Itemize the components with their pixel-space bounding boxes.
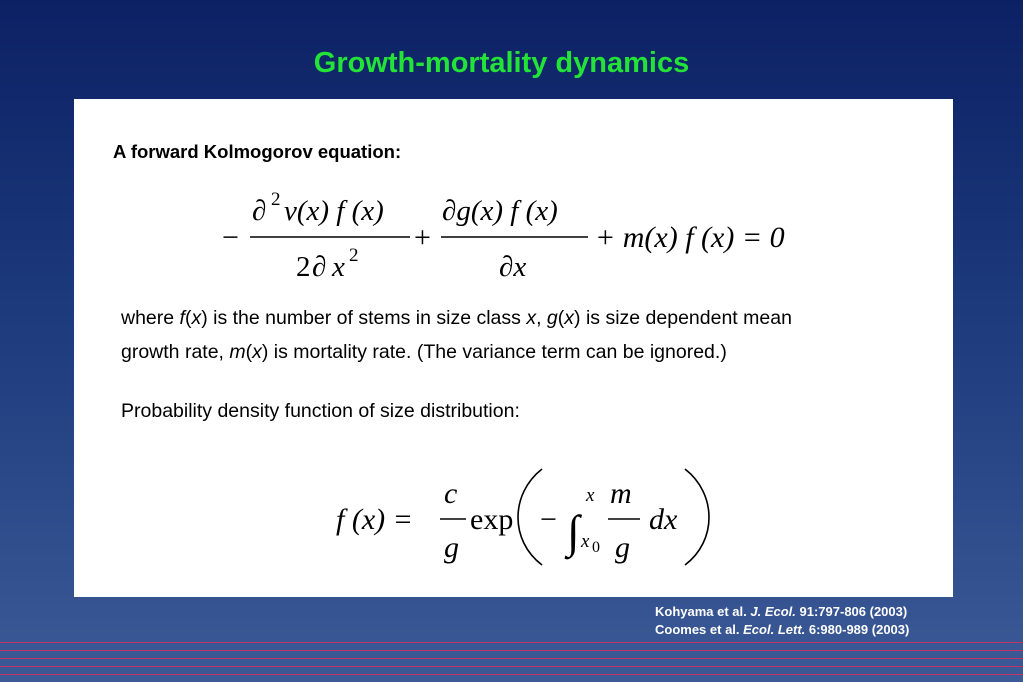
eq1-plus: + (414, 221, 431, 254)
ref-authors: Kohyama et al. (655, 604, 751, 619)
ref-authors: Coomes et al. (655, 622, 744, 637)
eq2-minus: − (540, 503, 557, 536)
eq2-lhs: f (x) = (336, 503, 413, 536)
desc-text: where (121, 307, 180, 329)
desc-text: growth rate, (121, 341, 230, 363)
eq2-dx: dx (649, 503, 678, 536)
desc-text: ) is mortality rate. (The variance term can be ignored.) (261, 341, 727, 363)
eq1-num1-rest: v(x) f (x) (284, 195, 384, 227)
eq1-den1-two: 2 (296, 251, 311, 283)
desc-var-f: f (179, 307, 185, 329)
ref-journal: Ecol. Lett. (743, 622, 806, 637)
content-panel (74, 99, 953, 597)
desc-var-m: m (229, 341, 246, 363)
desc-text: ) is the number of stems in size class (201, 307, 527, 329)
eq2-lower-limit-x: x (581, 531, 590, 552)
ref-details: 6:980-989 (2003) (805, 622, 910, 637)
eq1-num1-del: ∂ (252, 195, 267, 227)
desc-var-x: x (191, 307, 202, 329)
eq2-g1: g (444, 531, 459, 564)
eq2-integral: ∫ (567, 506, 580, 557)
eq1-num2: ∂g(x) f (x) (442, 195, 558, 227)
eq1-den1-exp: 2 (349, 245, 359, 266)
equation-heading: A forward Kolmogorov equation: (113, 141, 402, 162)
desc-text: ( (184, 307, 192, 329)
decorative-stripe (0, 666, 1023, 667)
desc-var-x: x (252, 341, 262, 363)
eq2-right-paren (685, 469, 709, 565)
eq2-g2: g (615, 531, 630, 564)
references (655, 603, 909, 639)
desc-var-x: x (526, 307, 537, 329)
eq1-den2: ∂x (499, 251, 527, 283)
decorative-stripe (0, 642, 1023, 643)
eq2-m: m (610, 477, 632, 510)
desc-text: ) is size dependent mean (574, 307, 792, 329)
eq1-den1-del: ∂ (312, 251, 327, 283)
desc-var-g: g (546, 307, 558, 329)
eq1-den1-x: x (332, 251, 345, 283)
decorative-stripe (0, 658, 1023, 659)
eq2-left-paren (518, 469, 542, 565)
ref-details: 91:797-806 (2003) (795, 604, 908, 619)
desc-text: , (536, 307, 547, 329)
decorative-stripe (0, 674, 1023, 675)
eq1-rest: + m(x) f (x) = 0 (595, 221, 785, 254)
eq2-lower-limit-sub: 0 (592, 539, 600, 556)
eq1-minus: − (222, 221, 239, 254)
desc-text: ( (245, 341, 253, 363)
eq2-c: c (444, 477, 458, 510)
pdf-equation (74, 99, 953, 597)
eq2-upper-limit: x (586, 485, 595, 506)
ref-journal: J. Ecol. (750, 604, 796, 619)
reference-2 (655, 621, 909, 639)
desc-text: ( (557, 307, 565, 329)
desc-var-x: x (564, 307, 575, 329)
reference-1 (655, 603, 909, 621)
eq2-exp: exp (470, 503, 514, 536)
eq1-num1-exp: 2 (271, 189, 281, 210)
decorative-stripe (0, 650, 1023, 651)
pdf-label: Probability density function of size distribution: (121, 400, 520, 422)
slide-title: Growth-mortality dynamics (313, 47, 690, 79)
